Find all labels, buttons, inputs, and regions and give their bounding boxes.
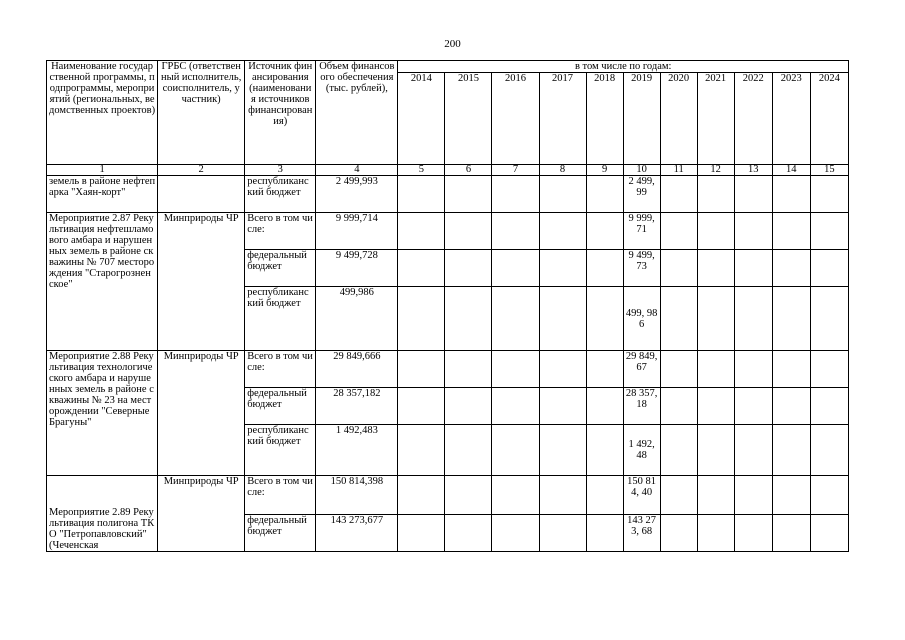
year-cell (398, 287, 445, 351)
year-cell (586, 476, 623, 515)
table-row (47, 351, 849, 388)
year-cell (772, 351, 810, 388)
year-cell (492, 476, 539, 515)
year-cell (660, 515, 697, 552)
year-cell (734, 351, 772, 388)
year-cell (810, 388, 848, 425)
year-cell (772, 425, 810, 476)
column-number: 9 (586, 165, 623, 176)
year-cell (734, 388, 772, 425)
header-funding-volume: Объем финансового обеспечения (тыс. рублей), (316, 61, 398, 165)
year-cell (539, 213, 586, 250)
year-2019-cell: 499, 986 (623, 287, 660, 351)
year-cell (810, 176, 848, 213)
column-number: 13 (734, 165, 772, 176)
column-number: 11 (660, 165, 697, 176)
grbs-cell (158, 176, 245, 213)
year-cell (697, 388, 734, 425)
year-cell (445, 287, 492, 351)
year-cell (445, 476, 492, 515)
year-cell (492, 388, 539, 425)
table-row (47, 476, 849, 515)
year-cell (445, 176, 492, 213)
year-cell (810, 425, 848, 476)
year-cell (492, 351, 539, 388)
year-cell (398, 515, 445, 552)
year-cell (586, 388, 623, 425)
header-year: 2014 (398, 73, 445, 165)
year-cell (445, 515, 492, 552)
header-year: 2024 (810, 73, 848, 165)
year-2019-cell: 29 849, 67 (623, 351, 660, 388)
year-cell (445, 425, 492, 476)
year-2019-cell: 150 814, 40 (623, 476, 660, 515)
year-cell (660, 351, 697, 388)
year-cell (539, 287, 586, 351)
year-cell (586, 351, 623, 388)
year-cell (810, 351, 848, 388)
table-row (47, 176, 849, 213)
year-cell (492, 250, 539, 287)
year-cell (539, 176, 586, 213)
year-cell (398, 176, 445, 213)
year-cell (810, 250, 848, 287)
year-cell (734, 287, 772, 351)
column-number: 5 (398, 165, 445, 176)
funding-volume-cell: 143 273,677 (316, 515, 398, 552)
year-cell (445, 351, 492, 388)
funding-source-cell: федеральный бюджет (245, 515, 316, 552)
year-cell (445, 250, 492, 287)
year-cell (539, 425, 586, 476)
column-number: 15 (810, 165, 848, 176)
year-cell (697, 425, 734, 476)
funding-source-cell: республиканский бюджет (245, 425, 316, 476)
year-cell (810, 476, 848, 515)
year-cell (772, 287, 810, 351)
header-year: 2017 (539, 73, 586, 165)
funding-source-cell: республиканский бюджет (245, 176, 316, 213)
year-cell (772, 515, 810, 552)
header-year: 2022 (734, 73, 772, 165)
column-number: 2 (158, 165, 245, 176)
year-2019-cell: 9 999, 71 (623, 213, 660, 250)
year-2019-cell: 143 273, 68 (623, 515, 660, 552)
funding-source-cell: федеральный бюджет (245, 388, 316, 425)
year-cell (492, 213, 539, 250)
year-cell (398, 388, 445, 425)
page-number: 200 (444, 38, 461, 50)
year-2019-cell: 9 499, 73 (623, 250, 660, 287)
year-cell (697, 213, 734, 250)
year-cell (398, 425, 445, 476)
year-cell (697, 515, 734, 552)
grbs-cell: Минприроды ЧР (158, 351, 245, 476)
year-cell (772, 250, 810, 287)
header-years-group: в том числе по годам: (398, 61, 849, 73)
header-year: 2015 (445, 73, 492, 165)
funding-volume-cell: 150 814,398 (316, 476, 398, 515)
header-year: 2018 (586, 73, 623, 165)
grbs-cell: Минприроды ЧР (158, 476, 245, 552)
year-cell (697, 351, 734, 388)
funding-source-cell: республиканский бюджет (245, 287, 316, 351)
funding-volume-cell: 9 999,714 (316, 213, 398, 250)
funding-volume-cell: 9 499,728 (316, 250, 398, 287)
funding-source-cell: Всего в том числе: (245, 351, 316, 388)
funding-volume-cell: 2 499,993 (316, 176, 398, 213)
year-cell (492, 515, 539, 552)
funding-volume-cell: 28 357,182 (316, 388, 398, 425)
year-2019-cell: 28 357, 18 (623, 388, 660, 425)
year-cell (734, 176, 772, 213)
year-cell (398, 213, 445, 250)
year-cell (586, 515, 623, 552)
year-cell (697, 250, 734, 287)
header-program-name: Наименование государственной программы, подпрограммы, мероприятий (региональных, ведомственных проектов) (47, 61, 158, 165)
column-number: 3 (245, 165, 316, 176)
program-name-cell: Мероприятие 2.87 Рекультивация нефтешламового амбара и нарушенных земель в районе скважины № 707 месторождения "Старогрозненское" (47, 213, 158, 351)
table-row (47, 213, 849, 250)
funding-source-cell: Всего в том числе: (245, 476, 316, 515)
year-cell (660, 250, 697, 287)
column-number: 6 (445, 165, 492, 176)
year-cell (398, 476, 445, 515)
year-cell (772, 213, 810, 250)
year-cell (398, 351, 445, 388)
funding-volume-cell: 499,986 (316, 287, 398, 351)
year-cell (586, 213, 623, 250)
year-cell (660, 476, 697, 515)
year-cell (492, 425, 539, 476)
year-cell (660, 388, 697, 425)
year-cell (734, 213, 772, 250)
funding-volume-cell: 29 849,666 (316, 351, 398, 388)
year-cell (539, 388, 586, 425)
year-cell (772, 176, 810, 213)
header-funding-source: Источник финансирования (наименования источников финансирования) (245, 61, 316, 165)
year-cell (810, 213, 848, 250)
year-cell (539, 351, 586, 388)
program-name-cell: земель в районе нефтепарка "Хаян-корт" (47, 176, 158, 213)
year-cell (539, 476, 586, 515)
year-cell (445, 388, 492, 425)
funding-volume-cell: 1 492,483 (316, 425, 398, 476)
column-number: 4 (316, 165, 398, 176)
header-grbs: ГРБС (ответственный исполнитель, соисполнитель, участник) (158, 61, 245, 165)
year-cell (660, 176, 697, 213)
year-cell (539, 515, 586, 552)
year-cell (697, 287, 734, 351)
year-cell (772, 388, 810, 425)
column-number: 14 (772, 165, 810, 176)
column-number: 7 (492, 165, 539, 176)
year-cell (492, 287, 539, 351)
year-2019-cell: 1 492, 48 (623, 425, 660, 476)
grbs-cell: Минприроды ЧР (158, 213, 245, 351)
header-year: 2020 (660, 73, 697, 165)
year-cell (492, 176, 539, 213)
header-year: 2021 (697, 73, 734, 165)
year-cell (660, 213, 697, 250)
year-cell (734, 425, 772, 476)
header-year: 2019 (623, 73, 660, 165)
year-cell (586, 176, 623, 213)
year-cell (810, 287, 848, 351)
year-cell (734, 476, 772, 515)
funding-source-cell: Всего в том числе: (245, 213, 316, 250)
header-year: 2023 (772, 73, 810, 165)
year-cell (660, 287, 697, 351)
year-cell (660, 425, 697, 476)
column-number: 12 (697, 165, 734, 176)
year-cell (810, 515, 848, 552)
year-2019-cell: 2 499, 99 (623, 176, 660, 213)
column-number: 1 (47, 165, 158, 176)
year-cell (697, 176, 734, 213)
year-cell (586, 250, 623, 287)
year-cell (734, 515, 772, 552)
year-cell (697, 476, 734, 515)
year-cell (734, 250, 772, 287)
year-cell (772, 476, 810, 515)
program-name-cell: Мероприятие 2.88 Рекультивация технологического амбара и нарушенных земель в районе скважины № 23 на месторождении "Северные Брагуны" (47, 351, 158, 476)
year-cell (398, 250, 445, 287)
year-cell (586, 287, 623, 351)
funding-source-cell: федеральный бюджет (245, 250, 316, 287)
year-cell (539, 250, 586, 287)
column-number: 8 (539, 165, 586, 176)
year-cell (445, 213, 492, 250)
program-name-cell: Мероприятие 2.89 Рекультивация полигона ТКО "Петропавловский" (Чеченская (47, 476, 158, 552)
column-number: 10 (623, 165, 660, 176)
header-year: 2016 (492, 73, 539, 165)
budget-table (46, 60, 849, 552)
year-cell (586, 425, 623, 476)
